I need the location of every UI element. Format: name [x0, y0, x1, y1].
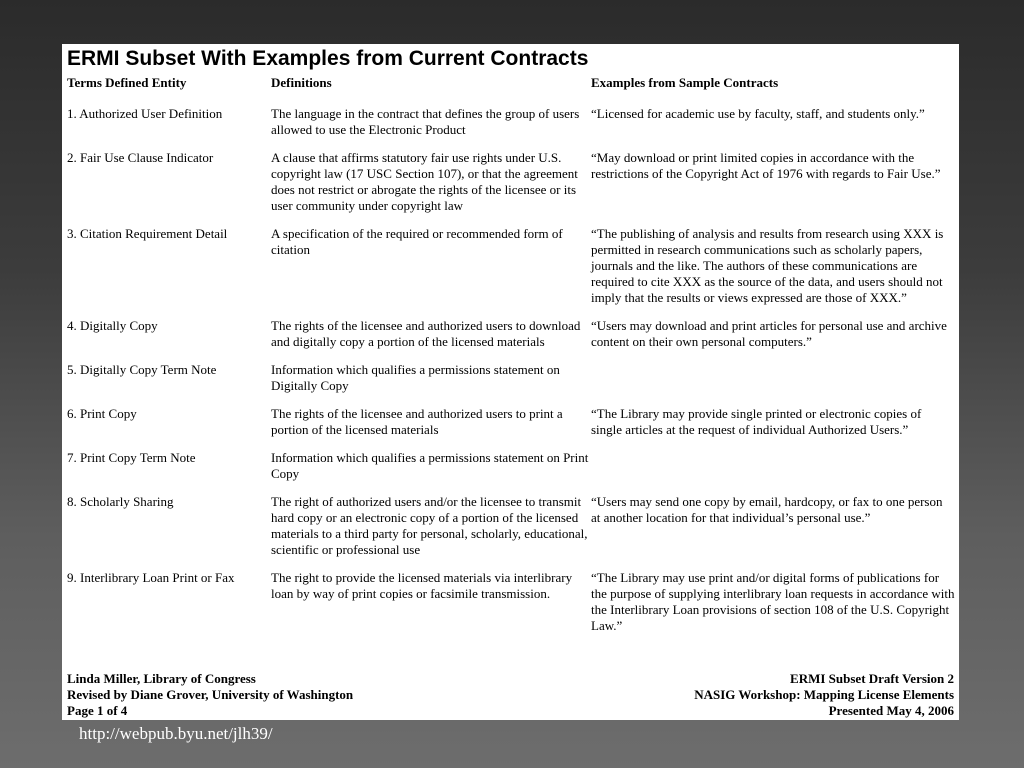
header-terms: Terms Defined Entity [67, 75, 187, 90]
term-cell: 7. Print Copy Term Note [67, 450, 196, 465]
example-cell: “Licensed for academic use by faculty, staff, and students only.” [591, 106, 925, 121]
table-row [66, 318, 955, 362]
page-footer [67, 671, 954, 719]
footer-presented-date: Presented May 4, 2006 [828, 703, 954, 718]
definition-cell: The right of authorized users and/or the licensee to transmit hard copy or an electronic copy of a portion of the licensed materials to a third party for personal, scholarly, educational, scientific or professional use [271, 494, 588, 557]
example-cell: “The Library may provide single printed or electronic copies of single articles at the request of individual Authorized Users.” [591, 406, 922, 437]
footer-left [67, 671, 353, 719]
term-cell: 9. Interlibrary Loan Print or Fax [67, 570, 235, 585]
example-cell: “The publishing of analysis and results from research using XXX is permitted in research communications such as scholarly papers, journals and the like. The authors of these communications are required to cite XXX as the source of the data, and users should not imply that the results or views expressed are those of XXX.” [591, 226, 944, 305]
example-cell: “The Library may use print and/or digital forms of publications for the purpose of supplying interlibrary loan requests in accordance with the Interlibrary Loan provisions of section 108 of the U.S. Copyright Law.” [591, 570, 955, 633]
table-row [66, 362, 955, 406]
table-row [66, 150, 955, 226]
footer-page-number: Page 1 of 4 [67, 703, 128, 718]
document-page [62, 44, 959, 720]
header-examples: Examples from Sample Contracts [591, 75, 779, 90]
example-cell [590, 362, 955, 406]
term-cell: 4. Digitally Copy [67, 318, 158, 333]
table-row [66, 570, 955, 634]
example-cell [590, 450, 955, 494]
example-cell: “May download or print limited copies in accordance with the restrictions of the Copyright Act of 1976 with regards to Fair Use.” [591, 150, 941, 181]
definition-cell: The rights of the licensee and authorized users to download and digitally copy a portion of the licensed materials [271, 318, 581, 349]
footer-version: ERMI Subset Draft Version 2 [790, 671, 954, 686]
table-header-row [66, 72, 955, 106]
table-row [66, 406, 955, 450]
footer-reviser: Revised by Diane Grover, University of Washington [67, 687, 354, 702]
definition-cell: A specification of the required or recommended form of citation [271, 226, 563, 257]
definition-cell: The rights of the licensee and authorized users to print a portion of the licensed materials [271, 406, 563, 437]
definition-cell: Information which qualifies a permissions statement on Print Copy [271, 450, 589, 481]
term-cell: 6. Print Copy [67, 406, 137, 421]
table-row [66, 226, 955, 318]
page-title: ERMI Subset With Examples from Current Contracts [67, 47, 589, 70]
footer-workshop: NASIG Workshop: Mapping License Elements [694, 687, 954, 702]
footer-right [694, 671, 954, 719]
term-cell: 8. Scholarly Sharing [67, 494, 174, 509]
table-row [66, 494, 955, 570]
example-cell: “Users may send one copy by email, hardcopy, or fax to one person at another location for that individual’s personal use.” [591, 494, 943, 525]
source-url[interactable]: http://webpub.byu.net/jlh39/ [79, 724, 273, 743]
example-cell: “Users may download and print articles for personal use and archive content on their own personal computers.” [591, 318, 947, 349]
definition-cell: A clause that affirms statutory fair use rights under U.S. copyright law (17 USC Section 107), or that the agreement does not restrict or abrogate the rights of the licensee or its user community under copyright law [271, 150, 578, 213]
term-cell: 2. Fair Use Clause Indicator [67, 150, 214, 165]
table-row [66, 106, 955, 150]
definition-cell: The language in the contract that defines the group of users allowed to use the Electronic Product [271, 106, 580, 137]
footer-author: Linda Miller, Library of Congress [67, 671, 256, 686]
definition-cell: The right to provide the licensed materials via interlibrary loan by way of print copies or facsimile transmission. [271, 570, 573, 601]
table-row [66, 450, 955, 494]
header-definitions: Definitions [271, 75, 332, 90]
term-cell: 1. Authorized User Definition [67, 106, 223, 121]
definition-cell: Information which qualifies a permissions statement on Digitally Copy [271, 362, 560, 393]
term-cell: 3. Citation Requirement Detail [67, 226, 228, 241]
terms-table [66, 72, 955, 634]
term-cell: 5. Digitally Copy Term Note [67, 362, 217, 377]
